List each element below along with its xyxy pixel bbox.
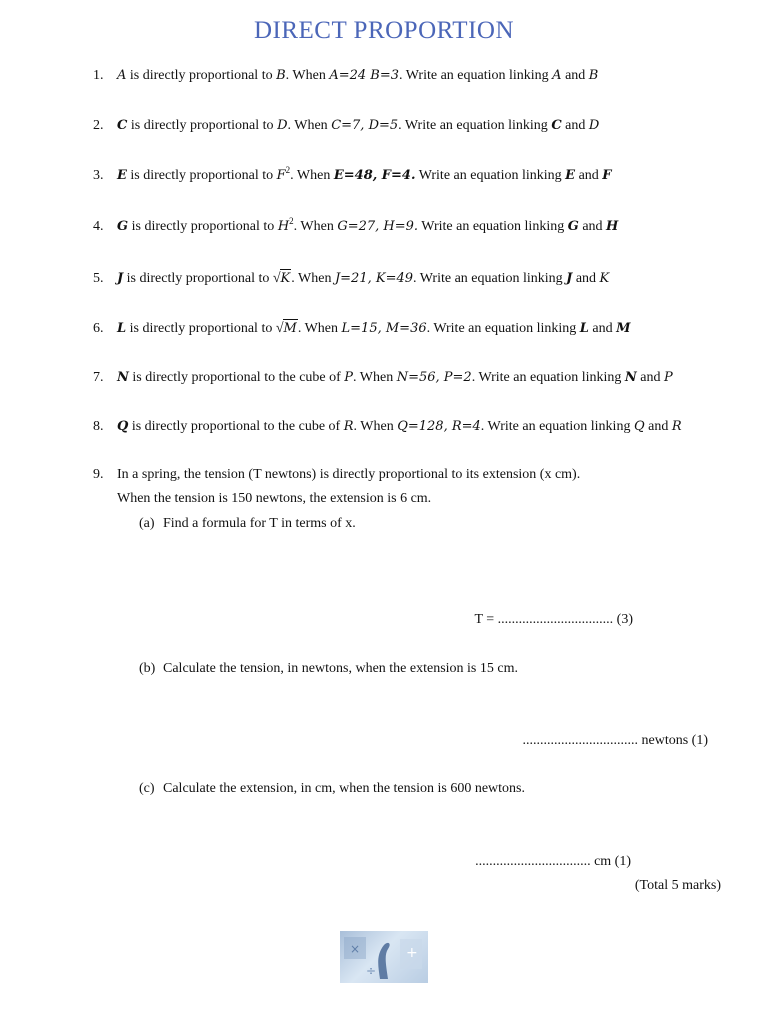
question-4: 4. G is directly proportional to $H^2$. When G=27, H=9. Write an equation linking G and H bbox=[93, 216, 619, 234]
question-7: 7. N is directly proportional to the cube of P. When N=56, P=2. Write an equation linking N and P bbox=[93, 370, 673, 385]
question-3: 3. E is directly proportional to $F^2$. When E=48, F=4. Write an equation linking E and F bbox=[93, 165, 612, 183]
part-a-text: Find a formula for T in terms of x. bbox=[163, 516, 356, 531]
question-2: 2. C is directly proportional to D. When C=7, D=5. Write an equation linking C and D bbox=[93, 118, 600, 133]
part-c-answer-line: ................................. cm (1) bbox=[475, 854, 631, 869]
question-8: 8. Q is directly proportional to the cube of R. When Q=128, R=4. Write an equation linking Q and R bbox=[93, 419, 682, 434]
svg-text:÷: ÷ bbox=[366, 964, 377, 978]
var: A bbox=[117, 68, 127, 83]
question-9-number: 9. bbox=[93, 467, 104, 482]
question-1: 1. A is directly proportional to B. When A=24 B=3. Write an equation linking A and B bbox=[93, 68, 599, 83]
svg-text:×: × bbox=[350, 942, 361, 956]
question-6: 6. L is directly proportional to √M. When L=15, M=36. Write an equation linking L and M bbox=[93, 321, 631, 336]
total-marks: (Total 5 marks) bbox=[634, 878, 721, 893]
sqrt-symbol: √K bbox=[272, 271, 291, 286]
question-9-line-1: In a spring, the tension (T newtons) is directly proportional to its extension (x cm). bbox=[117, 467, 581, 482]
logo-graphic bbox=[340, 931, 428, 983]
question-5: 5. J is directly proportional to √K. When J=21, K=49. Write an equation linking J and K bbox=[93, 271, 610, 286]
part-a-label: (a) bbox=[139, 516, 155, 531]
sqrt-symbol: √M bbox=[275, 321, 297, 336]
part-a-answer-line: T = ................................. (3) bbox=[474, 612, 633, 627]
part-b-answer-line: ................................. newtons (1) bbox=[522, 733, 708, 748]
part-c-label: (c) bbox=[139, 781, 155, 796]
svg-text:+: + bbox=[406, 945, 418, 961]
part-b-text: Calculate the tension, in newtons, when the extension is 15 cm. bbox=[163, 661, 518, 676]
question-9-line-2: When the tension is 150 newtons, the extension is 6 cm. bbox=[117, 491, 432, 506]
part-c-text: Calculate the extension, in cm, when the tension is 600 newtons. bbox=[163, 781, 525, 796]
part-b-label: (b) bbox=[139, 661, 156, 676]
page-title: DIRECT PROPORTION bbox=[253, 17, 515, 44]
logo-image bbox=[340, 931, 428, 983]
